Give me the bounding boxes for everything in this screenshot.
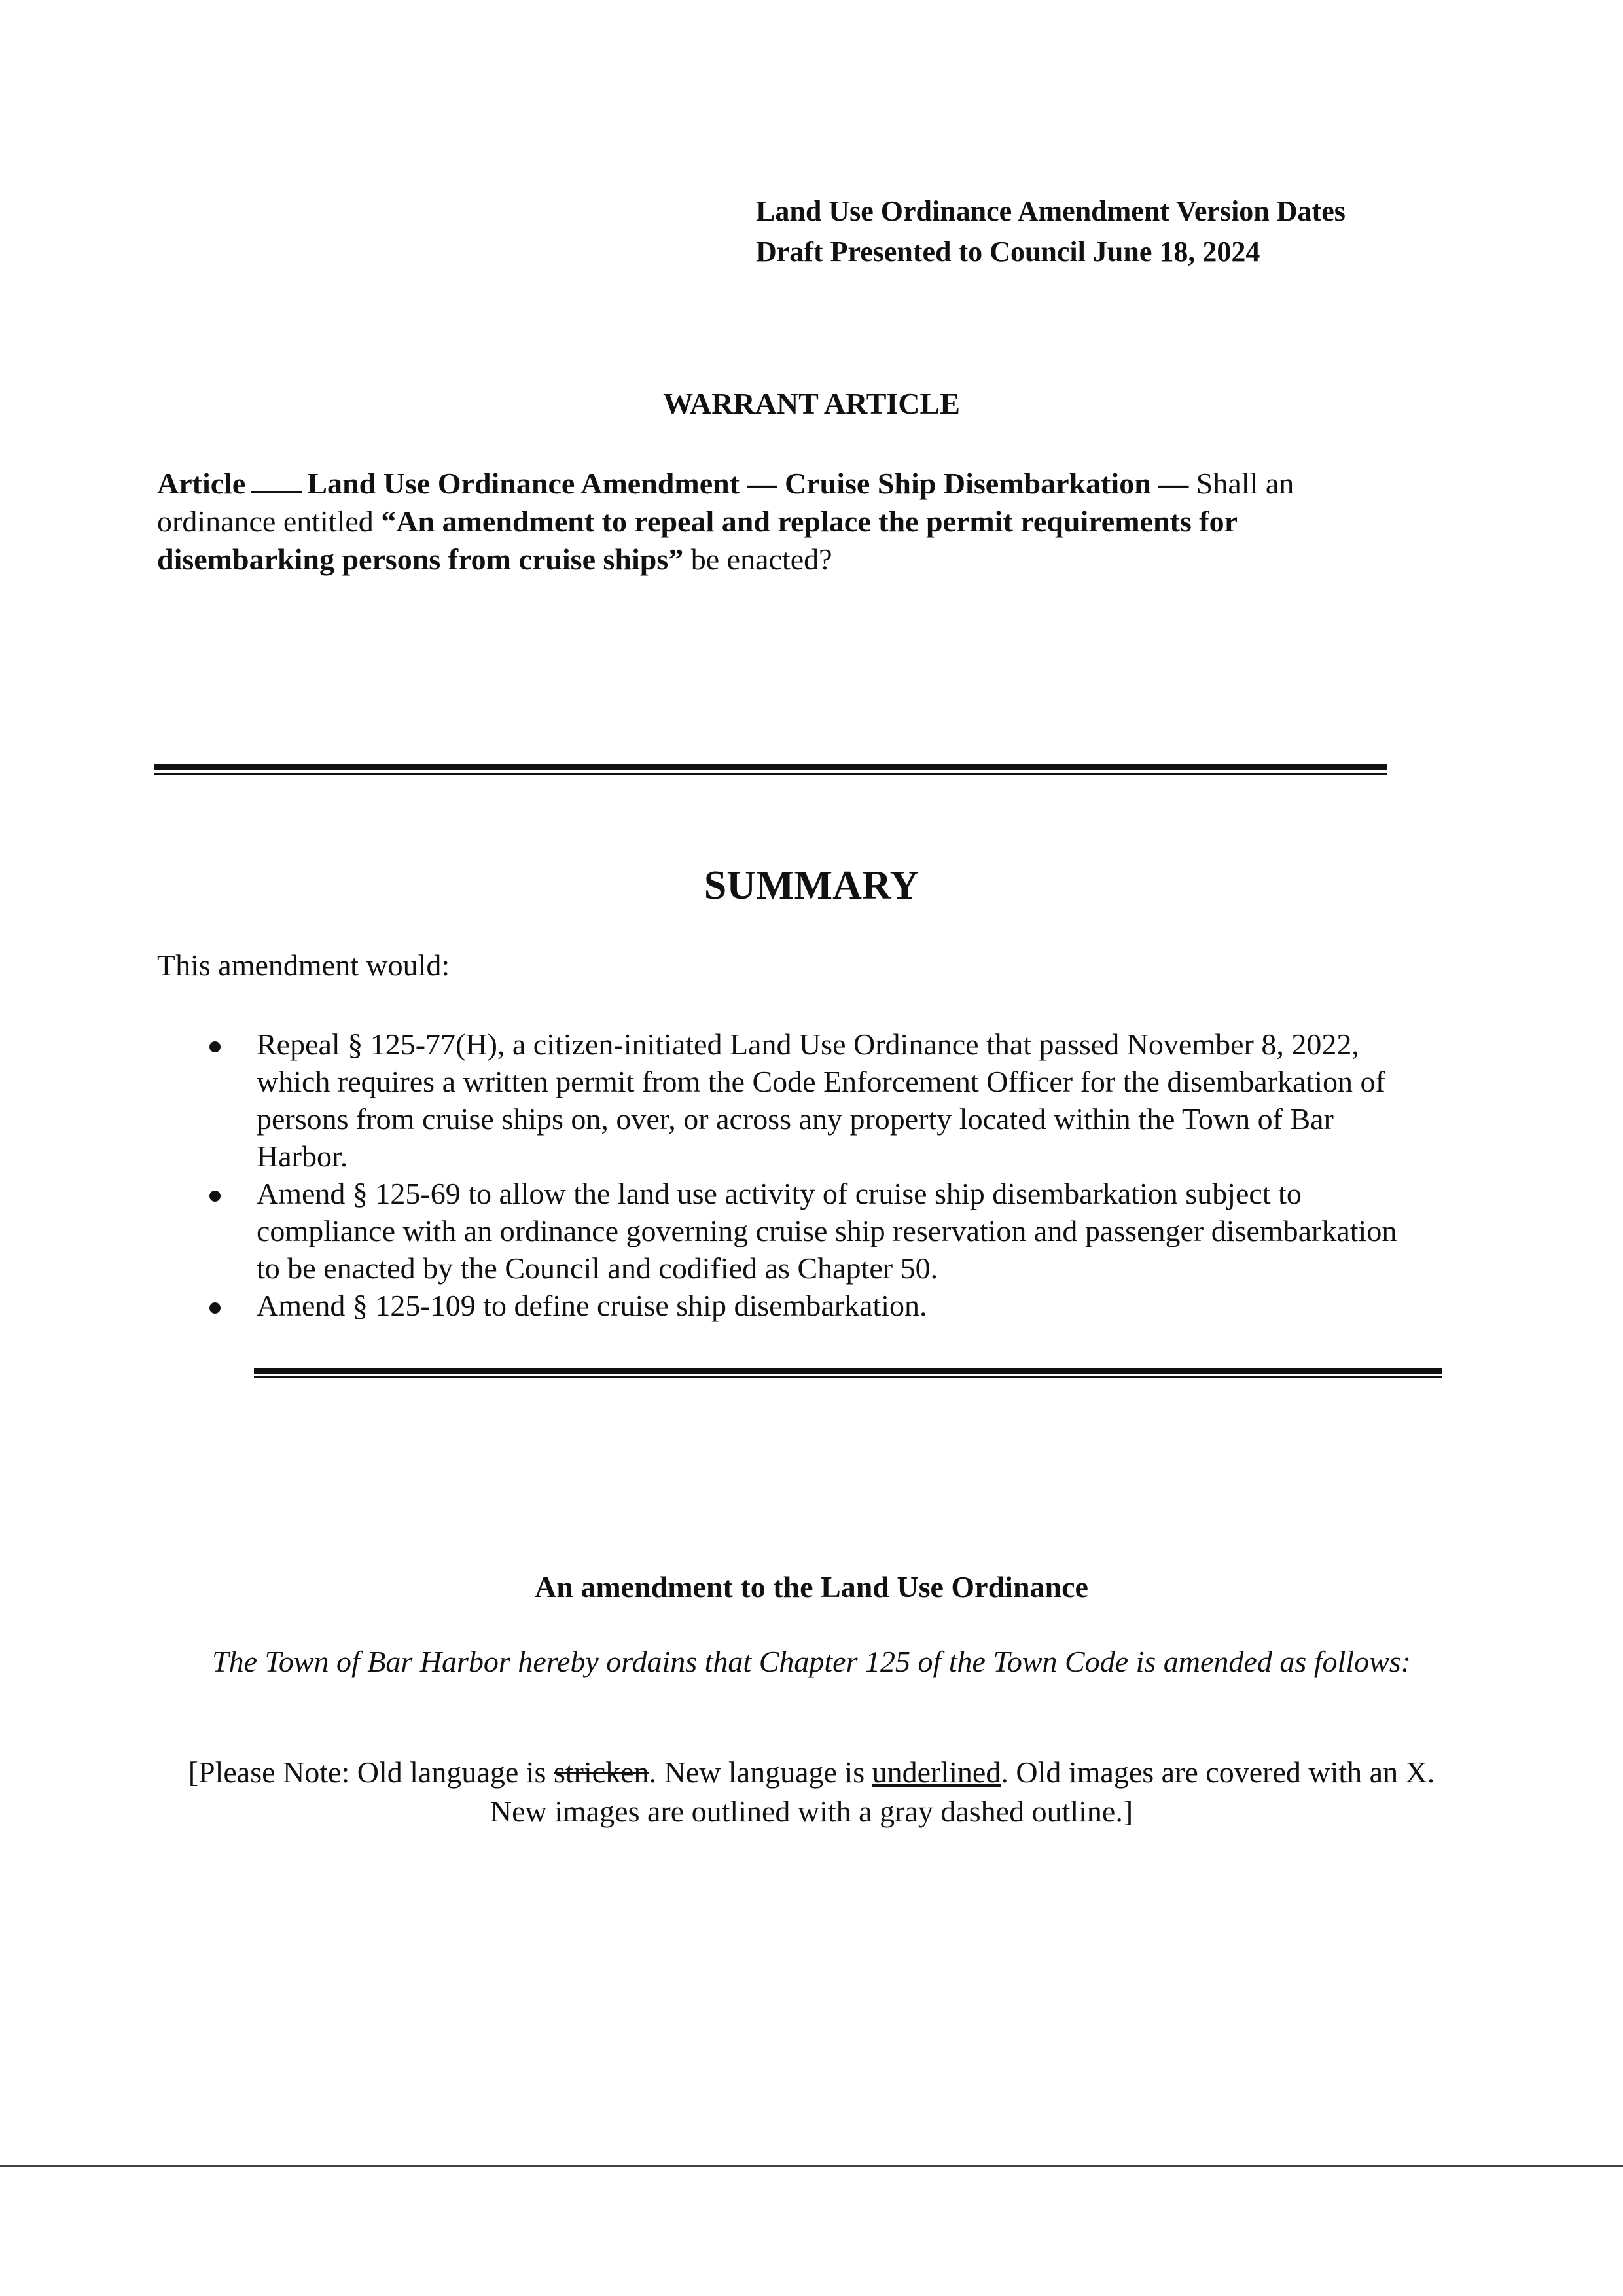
note-stricken-example: stricken <box>553 1755 649 1789</box>
summary-heading: SUMMARY <box>704 863 919 908</box>
bullet-icon <box>209 1041 221 1052</box>
note-suffix: . Old images are covered with an X. New images are outlined with a gray dashed outline.] <box>490 1755 1435 1828</box>
bullet-text: Amend § 125-69 to allow the land use activity of cruise ship disembarkation subject to compliance with an ordinance governing cruise ship reservation and passenger disembarkation to be enacted by the Council and codified as Chapter 50. <box>257 1177 1397 1285</box>
section-divider <box>254 1368 1442 1378</box>
article-label: Article <box>157 467 246 500</box>
summary-bullet-list <box>203 1026 1420 1324</box>
ordains-clause: The Town of Bar Harbor hereby ordains that Chapter 125 of the Town Code is amended as follows: <box>211 1645 1411 1678</box>
list-item <box>203 1026 1420 1175</box>
version-title: Land Use Ordinance Amendment Version Dates <box>756 195 1346 227</box>
warrant-article-heading: WARRANT ARTICLE <box>663 387 960 420</box>
list-item <box>203 1287 1420 1324</box>
version-dates-block <box>756 191 1346 272</box>
article-title: Land Use Ordinance Amendment — Cruise Ship Disembarkation — <box>307 467 1189 500</box>
note-underlined-example: underlined <box>872 1755 1001 1789</box>
article-text-2: be enacted? <box>683 543 832 576</box>
note-prefix: [Please Note: Old language is <box>188 1755 554 1789</box>
list-item <box>203 1175 1420 1287</box>
article-text-1: Shall an ordinance entitled <box>157 467 1294 538</box>
bullet-icon <box>209 1302 221 1314</box>
section-divider <box>154 764 1387 775</box>
draft-date: Draft Presented to Council June 18, 2024 <box>756 236 1260 268</box>
editorial-note <box>177 1753 1446 1831</box>
summary-intro: This amendment would: <box>157 948 450 982</box>
ordinance-title: “An amendment to repeal and replace the permit requirements for disembarking persons from cruise ships” <box>157 505 1238 576</box>
amendment-heading: An amendment to the Land Use Ordinance <box>535 1570 1088 1604</box>
page-bottom-rule <box>0 2165 1623 2167</box>
bullet-icon <box>209 1191 221 1202</box>
note-mid: . New language is <box>649 1755 872 1789</box>
bullet-text: Amend § 125-109 to define cruise ship disembarkation. <box>257 1289 927 1322</box>
article-number-blank <box>251 465 302 493</box>
bullet-text: Repeal § 125-77(H), a citizen-initiated Land Use Ordinance that passed November 8, 2022, which requires a written permit from the Code Enforcement Officer for the disembarkation of persons from cruise ships on, over, or across any property located within the Town of Bar Harbor. <box>257 1028 1385 1173</box>
article-paragraph <box>157 465 1400 579</box>
